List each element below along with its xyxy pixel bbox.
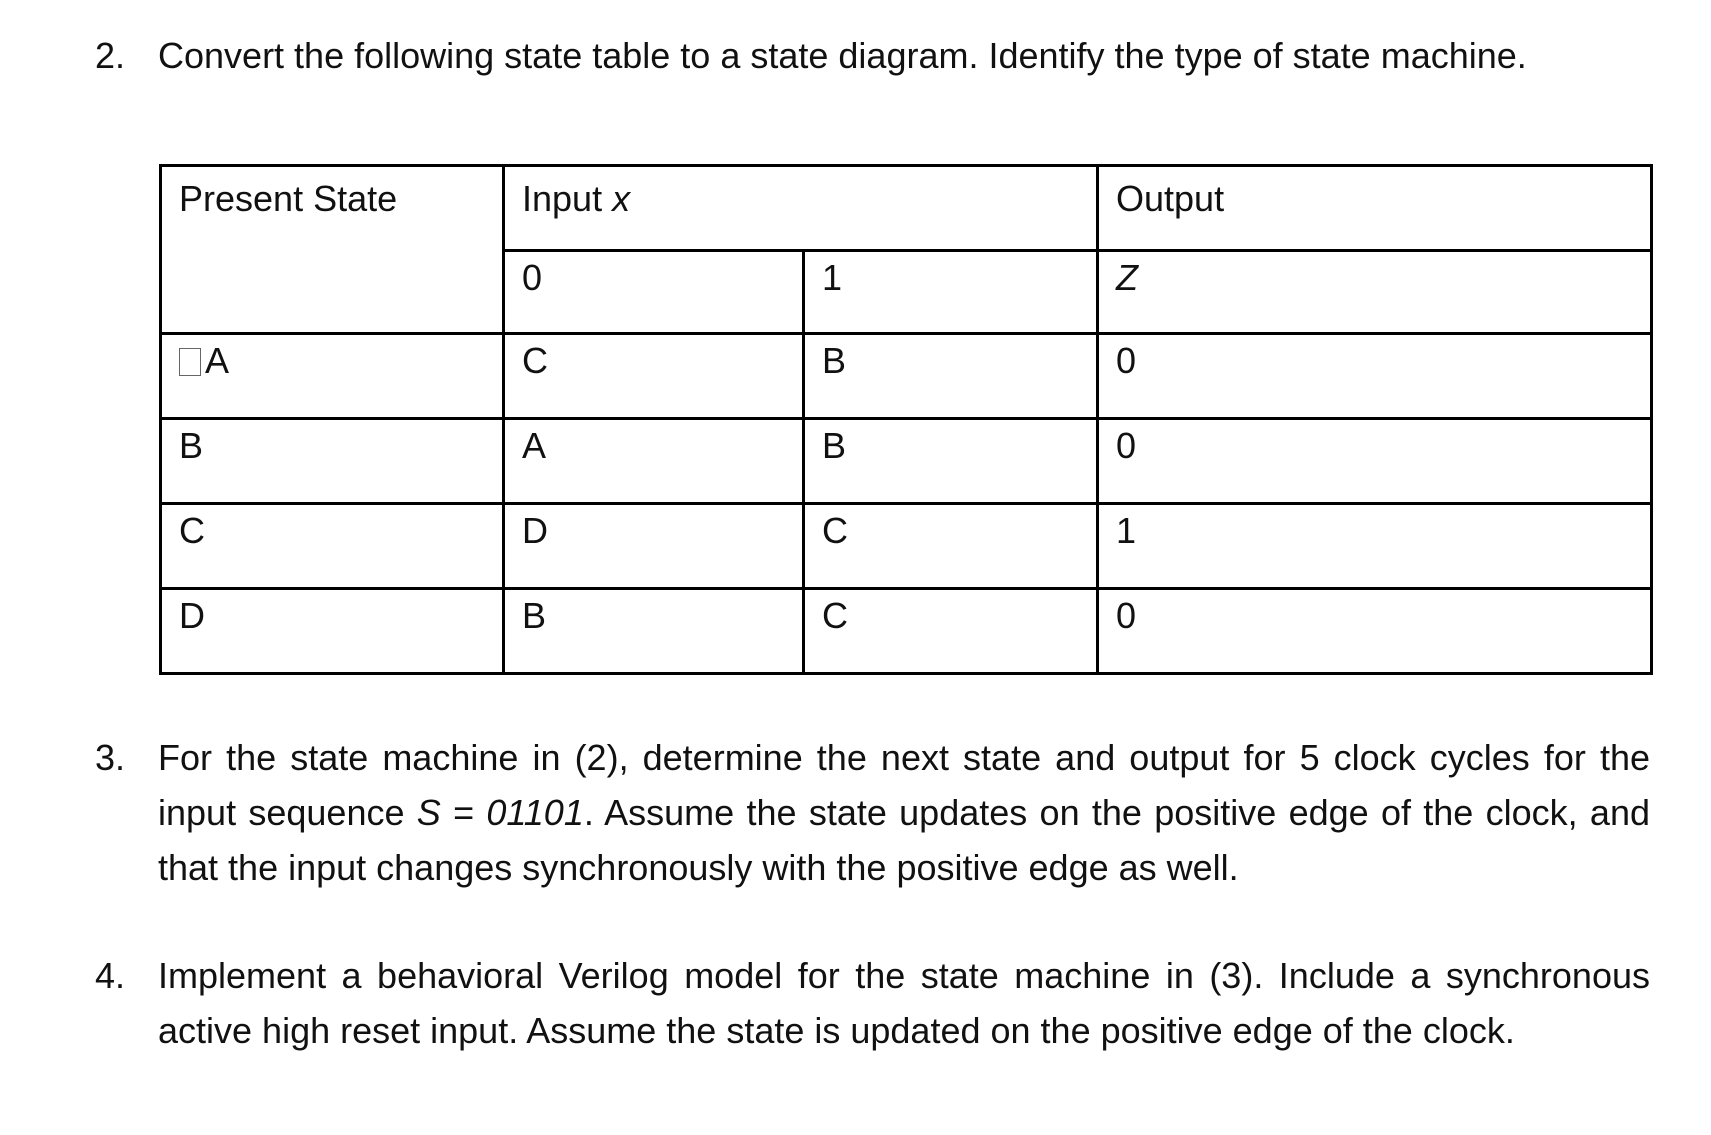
output-header: Output bbox=[1098, 166, 1652, 251]
present-state-cell: D bbox=[161, 589, 504, 674]
question-3-text-before: For the state machine in (2), determine the next state and output for 5 clock cycles for the input sequence bbox=[158, 737, 1650, 833]
table-row bbox=[161, 504, 1652, 589]
output-z-cell: 0 bbox=[1098, 334, 1652, 419]
question-2-text: Convert the following state table to a state diagram. Identify the type of state machine. bbox=[158, 35, 1527, 76]
question-2-number: 2. bbox=[95, 35, 126, 76]
input-variable: x bbox=[612, 178, 631, 219]
next-state-x1-cell: B bbox=[804, 419, 1098, 504]
present-state-header: Present State bbox=[161, 166, 504, 334]
question-3 bbox=[95, 730, 1650, 895]
input-x-header bbox=[504, 166, 1098, 251]
sequence-equals: = bbox=[440, 792, 487, 833]
table-row bbox=[161, 419, 1652, 504]
table-header-row bbox=[161, 166, 1652, 251]
question-3-text-after: . Assume the state updates on the positive edge of the clock, and that the input changes synchronously with the positive edge as well. bbox=[158, 792, 1650, 888]
question-4-text: Implement a behavioral Verilog model for the state machine in (3). Include a synchronous active high reset input. Assume the state is updated on the positive edge of the clock. bbox=[158, 955, 1650, 1051]
next-state-x0-cell: C bbox=[504, 334, 804, 419]
present-state-cell bbox=[161, 334, 504, 419]
state-table bbox=[159, 164, 1653, 675]
question-4 bbox=[95, 948, 1650, 1058]
input-0-header: 0 bbox=[504, 251, 804, 334]
next-state-x0-cell: D bbox=[504, 504, 804, 589]
question-3-text bbox=[158, 730, 1650, 895]
output-z-cell: 0 bbox=[1098, 589, 1652, 674]
present-state-cell: B bbox=[161, 419, 504, 504]
present-state-cell: C bbox=[161, 504, 504, 589]
question-2 bbox=[95, 28, 1655, 83]
input-1-header: 1 bbox=[804, 251, 1098, 334]
sequence-value: 01101 bbox=[486, 792, 584, 833]
next-state-x1-cell: C bbox=[804, 589, 1098, 674]
question-3-number: 3. bbox=[95, 737, 126, 778]
input-header-label: Input bbox=[522, 178, 613, 219]
present-state-label: A bbox=[205, 340, 230, 381]
question-4-number: 4. bbox=[95, 955, 126, 996]
table-row bbox=[161, 589, 1652, 674]
output-z-cell: 0 bbox=[1098, 419, 1652, 504]
sequence-variable: S bbox=[416, 792, 441, 833]
table-row bbox=[161, 334, 1652, 419]
next-state-x0-cell: B bbox=[504, 589, 804, 674]
next-state-x0-cell: A bbox=[504, 419, 804, 504]
output-z-header: Z bbox=[1098, 251, 1652, 334]
next-state-x1-cell: C bbox=[804, 504, 1098, 589]
output-z-cell: 1 bbox=[1098, 504, 1652, 589]
next-state-x1-cell: B bbox=[804, 334, 1098, 419]
missing-glyph-box-icon bbox=[179, 348, 201, 376]
